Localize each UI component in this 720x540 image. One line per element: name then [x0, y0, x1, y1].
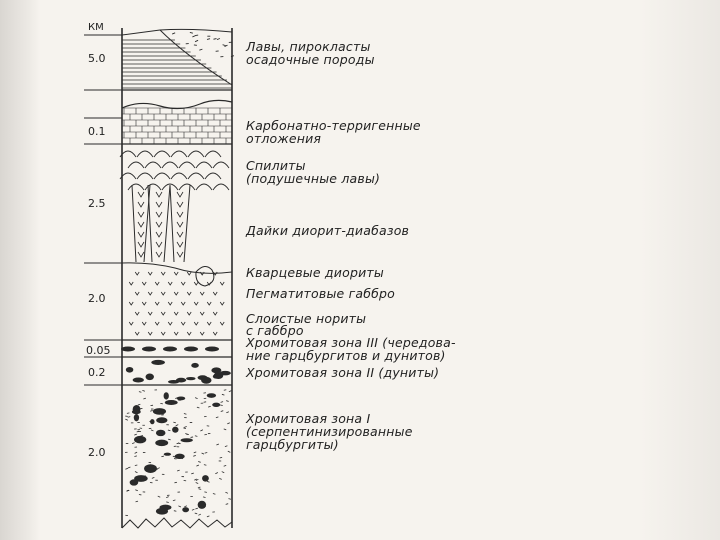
layer-label-volcanics-2: осадочные породы [246, 52, 375, 67]
thickness-label: 2.5 [88, 197, 106, 210]
dyke-mark [156, 192, 162, 197]
serpentine-speckle [184, 427, 187, 428]
pillow-lava [205, 173, 221, 179]
chromite-blob [144, 464, 157, 473]
layer-label-spilite-1: Спилиты [246, 158, 306, 173]
gabbro-mark [168, 302, 172, 305]
chromite-lens [163, 347, 177, 352]
dyke-mark [177, 222, 183, 227]
chromite-blob [191, 363, 199, 368]
chromite-blob [220, 371, 231, 376]
gabbro-mark [155, 322, 159, 325]
dyke-mark [138, 242, 144, 247]
pillow-lava [171, 151, 187, 157]
unit-label: КМ [88, 22, 104, 33]
serpentine-speckle [195, 508, 198, 509]
gabbro-mark [187, 292, 191, 295]
chromite-blob [211, 367, 221, 373]
gabbro-mark [161, 332, 165, 335]
chromite-blob [182, 507, 189, 512]
layer-label-norites-2: с габбро [246, 323, 304, 338]
chromite-blob [172, 427, 178, 433]
serpentine-speckle [135, 483, 138, 484]
serpentine-speckle [191, 437, 194, 438]
thickness-label: 2.0 [88, 446, 106, 459]
serpentine-speckle [202, 453, 205, 454]
chromite-blob [134, 436, 146, 443]
gabbro-mark [161, 272, 165, 275]
serpentine-speckle [195, 398, 198, 399]
pillow-lava [196, 184, 212, 190]
dyke-mark [156, 202, 162, 207]
chromite-blob [156, 508, 168, 515]
pillow-lava [137, 173, 153, 179]
serpentine-speckle [127, 413, 130, 414]
lava-speckle [217, 39, 220, 40]
serpentine-speckle [152, 477, 155, 478]
serpentine-speckle [158, 496, 161, 497]
serpentine-speckle [199, 489, 202, 490]
thickness-label: 0.05 [86, 344, 111, 357]
pillow-lava [145, 184, 161, 190]
serpentine-speckle [194, 452, 197, 453]
gabbro-mark [200, 332, 204, 335]
layer-label-zone1-3: гарцбургиты) [246, 437, 339, 452]
serpentine-speckle [196, 482, 199, 483]
chromite-blob [153, 408, 166, 415]
serpentine-speckle [150, 410, 153, 411]
serpentine-speckle [197, 407, 200, 408]
chromite-lens [205, 347, 219, 352]
serpentine-speckle [219, 478, 222, 479]
serpentine-speckle [135, 472, 138, 473]
gabbro-mark [187, 272, 191, 275]
serpentine-speckle [216, 417, 219, 418]
serpentine-speckle [168, 439, 171, 440]
gabbro-mark [194, 322, 198, 325]
chromite-blob [156, 430, 166, 436]
serpentine-speckle [136, 501, 139, 502]
gabbro-mark [148, 292, 152, 295]
serpentine-speckle [151, 430, 154, 431]
layer-label-norites-1: Слоистые нориты [246, 311, 367, 326]
dyke-mark [138, 202, 144, 207]
dyke-mark [156, 252, 162, 257]
serpentine-speckle [174, 511, 177, 512]
serpentine-speckle [222, 472, 225, 473]
serpentine-speckle [125, 468, 128, 469]
chromite-blob [207, 393, 216, 398]
serpentine-speckle [198, 514, 201, 515]
gabbro-mark [194, 282, 198, 285]
pillow-lava [179, 162, 195, 168]
layer-label-dykes: Дайки диорит-диабазов [246, 223, 410, 238]
boundary-top [122, 29, 232, 35]
chromite-blob [186, 377, 196, 380]
dyke-mark [138, 232, 144, 237]
serpentine-speckle [228, 499, 231, 500]
thickness-label: 2.0 [88, 292, 106, 305]
gabbro-mark [207, 302, 211, 305]
gabbro-mark [148, 332, 152, 335]
column-patterns [120, 32, 234, 516]
serpentine-speckle [226, 412, 229, 413]
serpentine-speckle [134, 456, 137, 457]
gabbro-mark [129, 322, 133, 325]
gabbro-mark [155, 282, 159, 285]
gabbro-mark [135, 332, 139, 335]
serpentine-speckle [192, 509, 195, 510]
lava-speckle [172, 33, 175, 34]
dyke-mark [138, 192, 144, 197]
gabbro-mark [181, 282, 185, 285]
gabbro-mark [135, 272, 139, 275]
dyke-mark [177, 252, 183, 257]
pillow-lava [145, 162, 161, 168]
serpentine-speckle [166, 497, 169, 498]
dyke-mark [156, 242, 162, 247]
chromite-lens [142, 347, 156, 352]
gabbro-mark [200, 292, 204, 295]
dyke-mark [138, 212, 144, 217]
chromite-blob [181, 438, 193, 442]
gabbro-mark [181, 322, 185, 325]
serpentine-speckle [207, 516, 210, 517]
serpentine-speckle [208, 406, 211, 407]
thickness-label: 0.2 [88, 366, 106, 379]
chromite-blob [164, 453, 171, 456]
serpentine-speckle [196, 465, 199, 466]
column-bottom-edge [122, 518, 232, 528]
gabbro-mark [213, 312, 217, 315]
serpentine-speckle [207, 481, 210, 482]
layer-label-carbonate-1: Карбонатно-терригенные [246, 118, 421, 133]
serpentine-speckle [216, 444, 219, 445]
serpentine-speckle [185, 434, 188, 435]
pillow-lava [154, 173, 170, 179]
serpentine-speckle [221, 411, 224, 412]
pillow-lava [196, 162, 212, 168]
chromite-blob [126, 367, 133, 373]
serpentine-speckle [227, 423, 230, 424]
chromite-blob [198, 501, 206, 509]
layer-label-carbonate-2: отложения [246, 131, 322, 146]
serpentine-speckle [195, 513, 198, 514]
dyke-mark [156, 222, 162, 227]
chromite-blob [213, 374, 219, 378]
gabbro-mark [155, 302, 159, 305]
gabbro-mark [220, 282, 224, 285]
chromite-lens [121, 347, 135, 352]
serpentine-speckle [135, 490, 138, 491]
serpentine-speckle [177, 470, 180, 471]
gabbro-mark [220, 322, 224, 325]
serpentine-speckle [128, 417, 131, 418]
serpentine-speckle [183, 428, 186, 429]
dyke-mark [138, 252, 144, 257]
pillow-lava [188, 151, 204, 157]
layer-label-zone3-2: ние гарцбургитов и дунитов) [246, 348, 446, 363]
chromite-blob [164, 392, 169, 399]
serpentine-speckle [205, 452, 208, 453]
boundary-carbonate-top [122, 100, 232, 108]
pillow-lava [179, 184, 195, 190]
pillow-lava [213, 184, 229, 190]
serpentine-speckle [204, 465, 207, 466]
thickness-label: 5.0 [88, 52, 106, 65]
gabbro-mark [168, 282, 172, 285]
serpentine-speckle [193, 455, 196, 456]
gabbro-mark [220, 302, 224, 305]
gabbro-mark [129, 302, 133, 305]
serpentine-speckle [173, 500, 176, 501]
serpentine-speckle [191, 473, 194, 474]
gabbro-mark [174, 292, 178, 295]
pillow-lava [162, 162, 178, 168]
layer-label-zone1-2: (серпентинизированные [246, 424, 413, 439]
layer-label-zone3-1: Хромитовая зона III (чередова- [246, 335, 456, 350]
serpentine-speckle [226, 401, 229, 402]
chromite-blob [134, 414, 139, 421]
serpentine-speckle [220, 405, 223, 406]
chromite-blob [151, 360, 165, 365]
dyke-mark [177, 242, 183, 247]
serpentine-speckle [174, 482, 177, 483]
chromite-blob [156, 417, 167, 423]
chromite-lens [184, 347, 198, 352]
chromite-blob [146, 373, 154, 380]
chromite-blob [177, 396, 186, 400]
serpentine-speckle [132, 443, 135, 444]
chromite-blob [198, 375, 208, 380]
gabbro-mark [187, 332, 191, 335]
serpentine-speckle [178, 506, 181, 507]
chromite-blob [133, 405, 141, 414]
pillow-lava [205, 151, 221, 157]
gabbro-mark [129, 282, 133, 285]
serpentine-speckle [222, 394, 225, 395]
chromite-blob [175, 454, 185, 459]
pegmatite-lens [196, 266, 214, 286]
lava-speckle [190, 32, 193, 33]
dyke-mark [156, 212, 162, 217]
gabbro-mark [142, 302, 146, 305]
chromite-blob [155, 440, 168, 446]
pillow-lava [213, 162, 229, 168]
serpentine-speckle [228, 451, 231, 452]
serpentine-speckle [138, 404, 141, 405]
serpentine-speckle [204, 434, 207, 435]
lava-speckle [213, 39, 216, 40]
pillow-lava [154, 151, 170, 157]
layer-label-pegmatite-gabbro: Пегматитовые габбро [246, 286, 396, 301]
gabbro-mark [200, 312, 204, 315]
serpentine-speckle [221, 402, 224, 403]
gabbro-mark [174, 272, 178, 275]
gabbro-mark [174, 312, 178, 315]
layer-label-volcanics-1: Лавы, пирокласты [246, 39, 371, 54]
serpentine-speckle [125, 419, 128, 420]
dyke-mark [177, 232, 183, 237]
chromite-blob [212, 403, 220, 407]
gabbro-mark [187, 312, 191, 315]
serpentine-speckle [203, 506, 206, 507]
serpentine-speckle [226, 504, 229, 505]
pillow-lava [137, 151, 153, 157]
gabbro-mark [161, 312, 165, 315]
pillow-lava [188, 173, 204, 179]
gabbro-mark [142, 322, 146, 325]
gabbro-mark [135, 292, 139, 295]
dyke-mark [177, 202, 183, 207]
column-lines [84, 28, 232, 528]
layer-label-spilite-2: (подушечные лавы) [246, 171, 381, 186]
gabbro-mark [213, 332, 217, 335]
gabbro-mark [135, 312, 139, 315]
lava-speckle [207, 39, 210, 40]
pillow-lava [171, 173, 187, 179]
dyke-mark [177, 192, 183, 197]
serpentine-speckle [184, 506, 187, 507]
serpentine-speckle [215, 473, 218, 474]
lava-speckle [199, 49, 202, 50]
serpentine-speckle [198, 462, 201, 463]
serpentine-speckle [157, 468, 160, 469]
serpentine-speckle [203, 497, 206, 498]
gabbro-mark [213, 292, 217, 295]
serpentine-speckle [184, 413, 187, 414]
gabbro-mark [181, 302, 185, 305]
serpentine-speckle [200, 430, 203, 431]
gabbro-mark [194, 302, 198, 305]
serpentine-speckle [142, 390, 145, 391]
serpentine-speckle [128, 467, 131, 468]
layer-label-quartz-diorite: Кварцевые диориты [246, 265, 384, 280]
serpentine-speckle [198, 487, 201, 488]
gabbro-mark [142, 282, 146, 285]
pillow-lava [128, 184, 144, 190]
lava-speckle [195, 40, 198, 41]
dyke-mark [138, 222, 144, 227]
serpentine-speckle [229, 391, 232, 392]
gabbro-mark [168, 322, 172, 325]
serpentine-speckle [143, 398, 146, 399]
thickness-label: 0.1 [88, 125, 106, 138]
gabbro-mark [148, 272, 152, 275]
lava-speckle [192, 36, 195, 37]
dyke-mark [156, 232, 162, 237]
gabbro-mark [148, 312, 152, 315]
boundary-diorite-top [122, 263, 232, 273]
serpentine-speckle [143, 476, 146, 477]
gabbro-mark [207, 322, 211, 325]
serpentine-speckle [135, 452, 138, 453]
gabbro-mark [161, 292, 165, 295]
serpentine-speckle [213, 493, 216, 494]
pillow-lava [128, 162, 144, 168]
serpentine-speckle [225, 492, 228, 493]
gabbro-mark [174, 332, 178, 335]
chromite-blob [165, 400, 178, 405]
serpentine-speckle [176, 425, 179, 426]
serpentine-speckle [224, 465, 227, 466]
dyke-mark [177, 212, 183, 217]
layer-label-zone2: Хромитовая зона II (дуниты) [246, 365, 440, 380]
lava-sediment-contact [160, 30, 232, 85]
layer-label-zone1-1: Хромитовая зона I [246, 411, 371, 426]
serpentine-speckle [139, 392, 142, 393]
serpentine-speckle [140, 435, 143, 436]
chromite-blob [133, 377, 144, 382]
serpentine-speckle [225, 446, 228, 447]
serpentine-speckle [173, 422, 176, 423]
serpentine-speckle [168, 430, 171, 431]
serpentine-speckle [166, 502, 169, 503]
lava-speckle [223, 45, 226, 46]
serpentine-speckle [220, 457, 223, 458]
serpentine-speckle [161, 456, 164, 457]
serpentine-speckle [134, 434, 137, 435]
serpentine-speckle [224, 429, 227, 430]
chromite-blob [168, 380, 179, 384]
serpentine-speckle [195, 436, 198, 437]
